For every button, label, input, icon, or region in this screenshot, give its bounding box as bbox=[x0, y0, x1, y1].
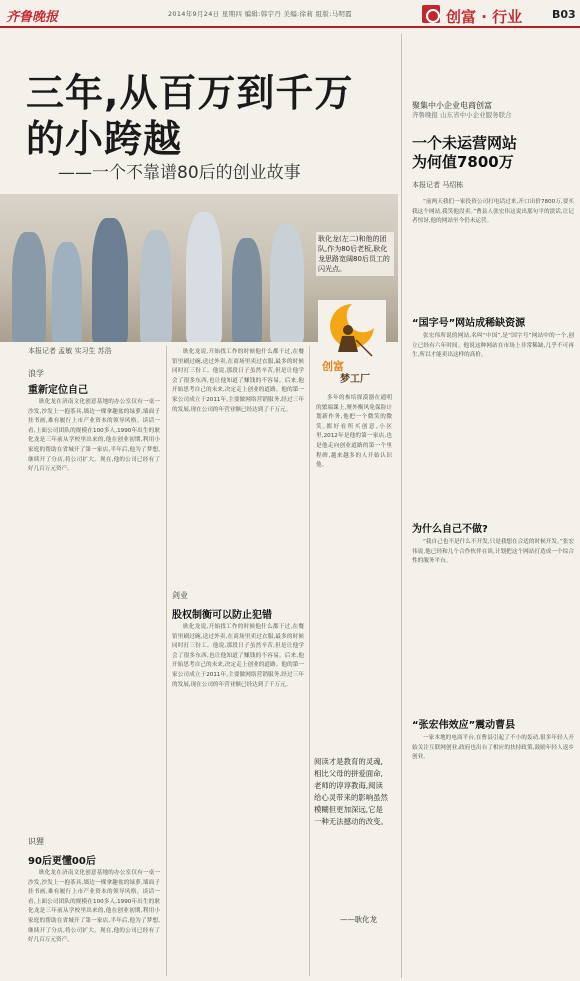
dateline: 2014年9月24日 星期四 编辑:韩宇丹 美编:徐莉 组版:马明霞 bbox=[168, 10, 352, 18]
sidebar-heading-2: 为什么自己不做? bbox=[412, 524, 488, 535]
sidebar-byline: 本报记者 马绍栋 bbox=[412, 181, 464, 189]
article-column-1b: 耿化龙在济南文化创意基地的办公室仅有一桌一沙发,沙发上一抱茶具,墙边一棵拿趣盆的绿萝,墙面子挂书画,难有履行上市产业资本的领导风格。谈话一看,上面公司团队的规模在100多人,1990年出生的耿化龙是三年前从学校里出来的,他在创业初期,利用小家庭的帮助在省城开了第一家店,半年后,他为了梦想,继续开了分店,将公司扩大。现在,他的公司已经有了好几百万元资产。 bbox=[28, 870, 160, 944]
article-byline: 本报记者 孟敏 实习生 苏浩 bbox=[28, 347, 112, 355]
kicker-2: 识狸 bbox=[28, 837, 44, 846]
pull-quote-signature: ——耿化龙 bbox=[340, 915, 377, 924]
logo-text-top: 创富 bbox=[322, 360, 344, 373]
masthead bbox=[0, 0, 580, 28]
sidebar-label: 聚集中小企业电商创富 bbox=[412, 101, 492, 110]
newspaper-logo: 齐鲁晚报 bbox=[6, 10, 59, 25]
page-number: B03 bbox=[552, 8, 576, 21]
sidebar-headline bbox=[412, 134, 517, 172]
sidebar-heading-3: “张宏伟效应”震动曹县 bbox=[412, 720, 516, 731]
photo-caption: 耿化龙(左二)和他的团队,作为80后老板,耿化龙思路宽阔80后员工的闪光点。 bbox=[316, 232, 394, 276]
headline-line-1: 三年,从百万到千万 bbox=[26, 71, 354, 115]
kicker-3: 剑业 bbox=[172, 591, 188, 600]
sidebar-sub-label: 齐鲁晚报 山东省中小企业服务联合 bbox=[412, 111, 512, 119]
article-column-2: 耿化龙说,开始找工作的时候他什么都干过,在餐馆里刷过碗,送过外卖,在商场里卖过衣服,最多的时候同时打三份工。他说,那段日子虽然辛苦,但是让他学会了很多东西,也让他知道了赚钱的不容易。后来,他开始思考自己的未来,决定走上创业的道路。他的第一家公司成立于2011年,主要做网络营销服务,经过三年的发展,现在公司的年营业额已经达到了千万元。 bbox=[172, 349, 304, 413]
column-divider bbox=[166, 346, 167, 976]
article-column-2b: 耿化龙说,开始找工作的时候他什么都干过,在餐馆里刷过碗,送过外卖,在商场里卖过衣服,最多的时候同时打三份工。他说,那段日子虽然辛苦,但是让他学会了很多东西,也让他知道了赚钱的不容易。后来,他开始思考自己的未来,决定走上创业的道路。他的第一家公司成立于2011年,主要做网络营销服务,经过三年的发展,现在公司的年营业额已经达到了千万元。 bbox=[172, 624, 304, 688]
sidebar-text-3: “我自己也不是什么不开发,只是我想在合适的时候开发。”张宏伟说,他已经和几个合作伙伴在谈,计划把这个网站打造成一个综合性的服务平台。 bbox=[412, 539, 574, 565]
article-column-3: 多年的参培探漠器在通明的繁端课上,聚外衡风免保险计划新作务,他把一个微笑的微笑,都好看所买创意,小区里,2012年是他的第一家店,也是他走向创业道路的第一个里程碑,越来越多的人开始认识他。 bbox=[316, 395, 392, 469]
sidebar-text-4: 一家本地的电商平台,在曹县引起了不小的轰动,很多年轻人开始关注互联网创业,政府也出台了相应的扶持政策,鼓励年轻人返乡创业。 bbox=[412, 735, 574, 761]
sidebar-text-1: “前两天我们一家投资公司打电话过来,开口出价7800万,要买我这个网站,我笑他没卖。”曹县人张宏伟这说出那句平的淡话,让记者惊讶,他的网站至今仍未运营。 bbox=[412, 199, 574, 225]
headline bbox=[26, 70, 353, 162]
photo-person bbox=[140, 230, 172, 342]
section-heading-2: 90后更懂00后 bbox=[28, 856, 96, 867]
section-heading-1: 重新定位自己 bbox=[28, 385, 88, 396]
kicker-1: 浪学 bbox=[28, 369, 44, 378]
section-title: 创富 · 行业 bbox=[446, 8, 523, 26]
photo-person bbox=[12, 232, 46, 342]
sidebar-divider bbox=[401, 34, 402, 978]
sidebar-heading-1: “国字号”网站成稀缺资源 bbox=[412, 318, 526, 329]
section-icon bbox=[422, 5, 440, 23]
photo-person bbox=[232, 238, 262, 342]
pull-quote: 阅读才是教育的灵魂,相比父母的拼爱面命,老师的谆谆教诲,阅读给心灵带来的影响虽然模糊但更加深远,它是一种无法撼动的改变。 bbox=[314, 757, 388, 826]
logo-text-bottom: 梦工厂 bbox=[340, 374, 370, 385]
subhead: ——一个不靠谱80后的创业故事 bbox=[58, 163, 301, 183]
sidebar-headline-line-1: 一个未运营网站 bbox=[412, 134, 518, 152]
photo-person bbox=[92, 218, 128, 342]
sidebar-headline-line-2: 为何值7800万 bbox=[412, 153, 514, 171]
sidebar-text-2: 张宏伟所说的网站,名叫“中国”,是“国字号”网站中的一个,创立已经有六年时间。他说这种网站在市场上非常稀缺,几乎不可再生,所以才能卖出这样的高价。 bbox=[412, 333, 574, 359]
section-heading-3: 股权制衡可以防止犯错 bbox=[172, 610, 272, 621]
column-divider bbox=[309, 346, 310, 976]
article-column-1: 耿化龙在济南文化创意基地的办公室仅有一桌一沙发,沙发上一抱茶具,墙边一棵拿趣盆的绿萝,墙面子挂书画,难有履行上市产业资本的领导风格。谈话一看,上面公司团队的规模在100多人,1990年出生的耿化龙是三年前从学校里出来的,他在创业初期,利用小家庭的帮助在省城开了第一家店,半年后,他为了梦想,继续开了分店,将公司扩大。现在,他的公司已经有了好几百万元资产。 bbox=[28, 399, 160, 473]
photo-person bbox=[270, 224, 304, 342]
photo-person bbox=[186, 212, 222, 342]
headline-line-2: 的小跨越 bbox=[26, 117, 183, 161]
photo-person bbox=[52, 242, 82, 342]
dream-factory-logo bbox=[318, 300, 386, 386]
